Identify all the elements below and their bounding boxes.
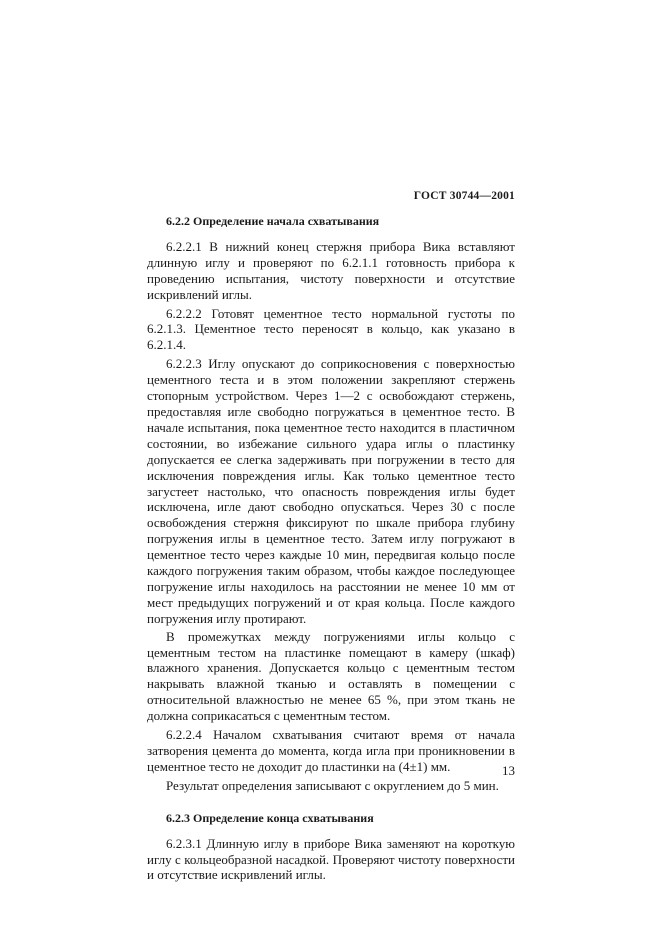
paragraph-6-2-3-1: 6.2.3.1 Длинную иглу в приборе Вика заменяют на короткую иглу с кольцеобразной насадкой. Проверяют чистоту поверхности и отсутствие искривлений иглы. — [147, 835, 515, 883]
paragraph-6-2-2-4: 6.2.2.4 Началом схватывания считают время от начала затворения цемента до момента, когда игла при проникновении в цементное тесто не доходит до пластинки на (4±1) мм. — [147, 727, 515, 774]
paragraph-storage: В промежутках между погружениями иглы кольцо с цементным тестом на пластинке помещают в камеру (шкаф) влажного хранения. Допускается кольцо с цементным тестом накрывать влажной тканью и оставлять в помещении с относительной влажностью не менее 65 %, при этом ткань не должна соприкасаться с цементным тестом. — [147, 628, 515, 724]
paragraph-result-rounding: Результат определения записывают с округлением до 5 мин. — [166, 777, 499, 793]
document-body — [147, 212, 515, 886]
page-number: 13 — [502, 763, 515, 778]
paragraph-6-2-2-3: 6.2.2.3 Иглу опускают до соприкосновения с поверхностью цементного теста и в этом положении закрепляют стержень стопорным устройством. Через 1—2 с освобождают стержень, предоставляя игле свободно погружаться в цементное тесто. В начале испытания, пока цементное тесто находится в пластичном состоянии, во избежание сильного удара иглы о пластинку допускается ее слегка задерживать при погружении в тесто для исключения повреждения иглы. Как только цементное тесто загустеет настолько, что опасность повреждения иглы будет исключена, игле дают свободно опускаться. Через 30 с после освобождения стержня фиксируют по шкале прибора глубину погружения иглы в цементное тесто. Затем иглу погружают в цементное тесто через каждые 10 мин, передвигая кольцо после каждого погружения таким образом, чтобы каждое последующее погружение иглы находилось на расстоянии не менее 10 мм от мест предыдущих погружений и от края кольца. После каждого погружения иглу протирают. — [147, 356, 515, 626]
paragraph-6-2-2-2: 6.2.2.2 Готовят цементное тесто нормальной густоты по 6.2.1.3. Цементное тесто переносят в кольцо, как указано в 6.2.1.4. — [147, 305, 515, 353]
section-heading-6-2-2: 6.2.2 Определение начала схватывания — [166, 214, 380, 228]
paragraph-6-2-2-1: 6.2.2.1 В нижний конец стержня прибора Вика вставляют длинную иглу и проверяют по 6.2.1.1 готовность прибора к проведению испытания, чистоту поверхности и отсутствие искривлений иглы. — [147, 238, 515, 302]
section-heading-6-2-3: 6.2.3 Определение конца схватывания — [166, 810, 374, 825]
document-code-header: ГОСТ 30744—2001 — [413, 190, 515, 202]
